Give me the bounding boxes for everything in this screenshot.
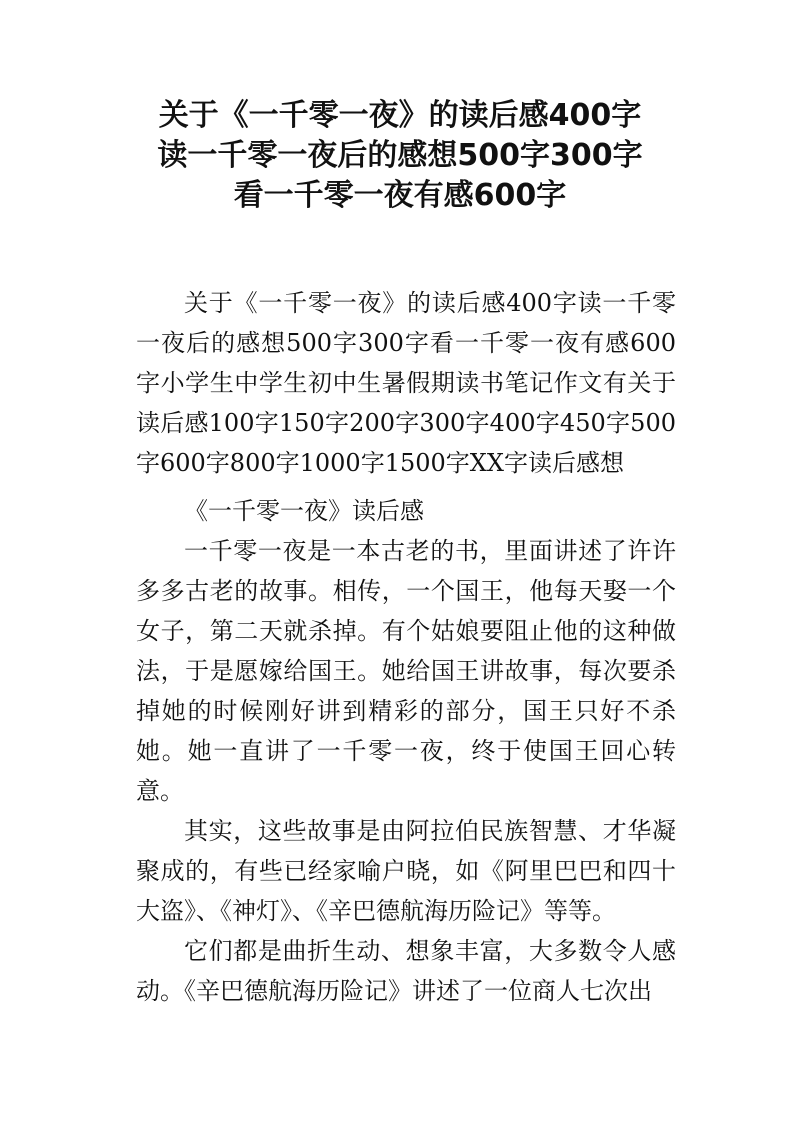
title-line-2: 读一千零一夜后的感想500字300字 <box>157 138 643 173</box>
document-title <box>0 96 800 216</box>
document-body <box>136 283 676 1011</box>
intro-paragraph: 关于《一千零一夜》的读后感400字读一千零一夜后的感想500字300字看一千零一夜有感600字小学生中学生初中生暑假期读书笔记作文有关于读后感100字150字200字300字400字450字500字600字800字1000字1500字XX字读后感想 <box>136 289 676 477</box>
title-line-3: 看一千零一夜有感600字 <box>233 178 567 213</box>
section-heading: 《一千零一夜》读后感 <box>184 497 424 525</box>
body-paragraph-2: 其实，这些故事是由阿拉伯民族智慧、才华凝聚成的，有些已经家喻户晓，如《阿里巴巴和四十大盗》、《神灯》、《辛巴德航海历险记》等等。 <box>136 817 676 925</box>
body-paragraph-3: 它们都是曲折生动、想象丰富，大多数令人感动。《辛巴德航海历险记》讲述了一位商人七次出 <box>136 937 676 1005</box>
body-paragraph-1: 一千零一夜是一本古老的书，里面讲述了许许多多古老的故事。相传，一个国王，他每天娶一个女子，第二天就杀掉。有个姑娘要阻止他的这种做法，于是愿嫁给国王。她给国王讲故事，每次要杀掉她的时候刚好讲到精彩的部分，国王只好不杀她。她一直讲了一千零一夜，终于使国王回心转意。 <box>136 537 676 805</box>
title-line-1: 关于《一千零一夜》的读后感400字 <box>158 98 642 133</box>
